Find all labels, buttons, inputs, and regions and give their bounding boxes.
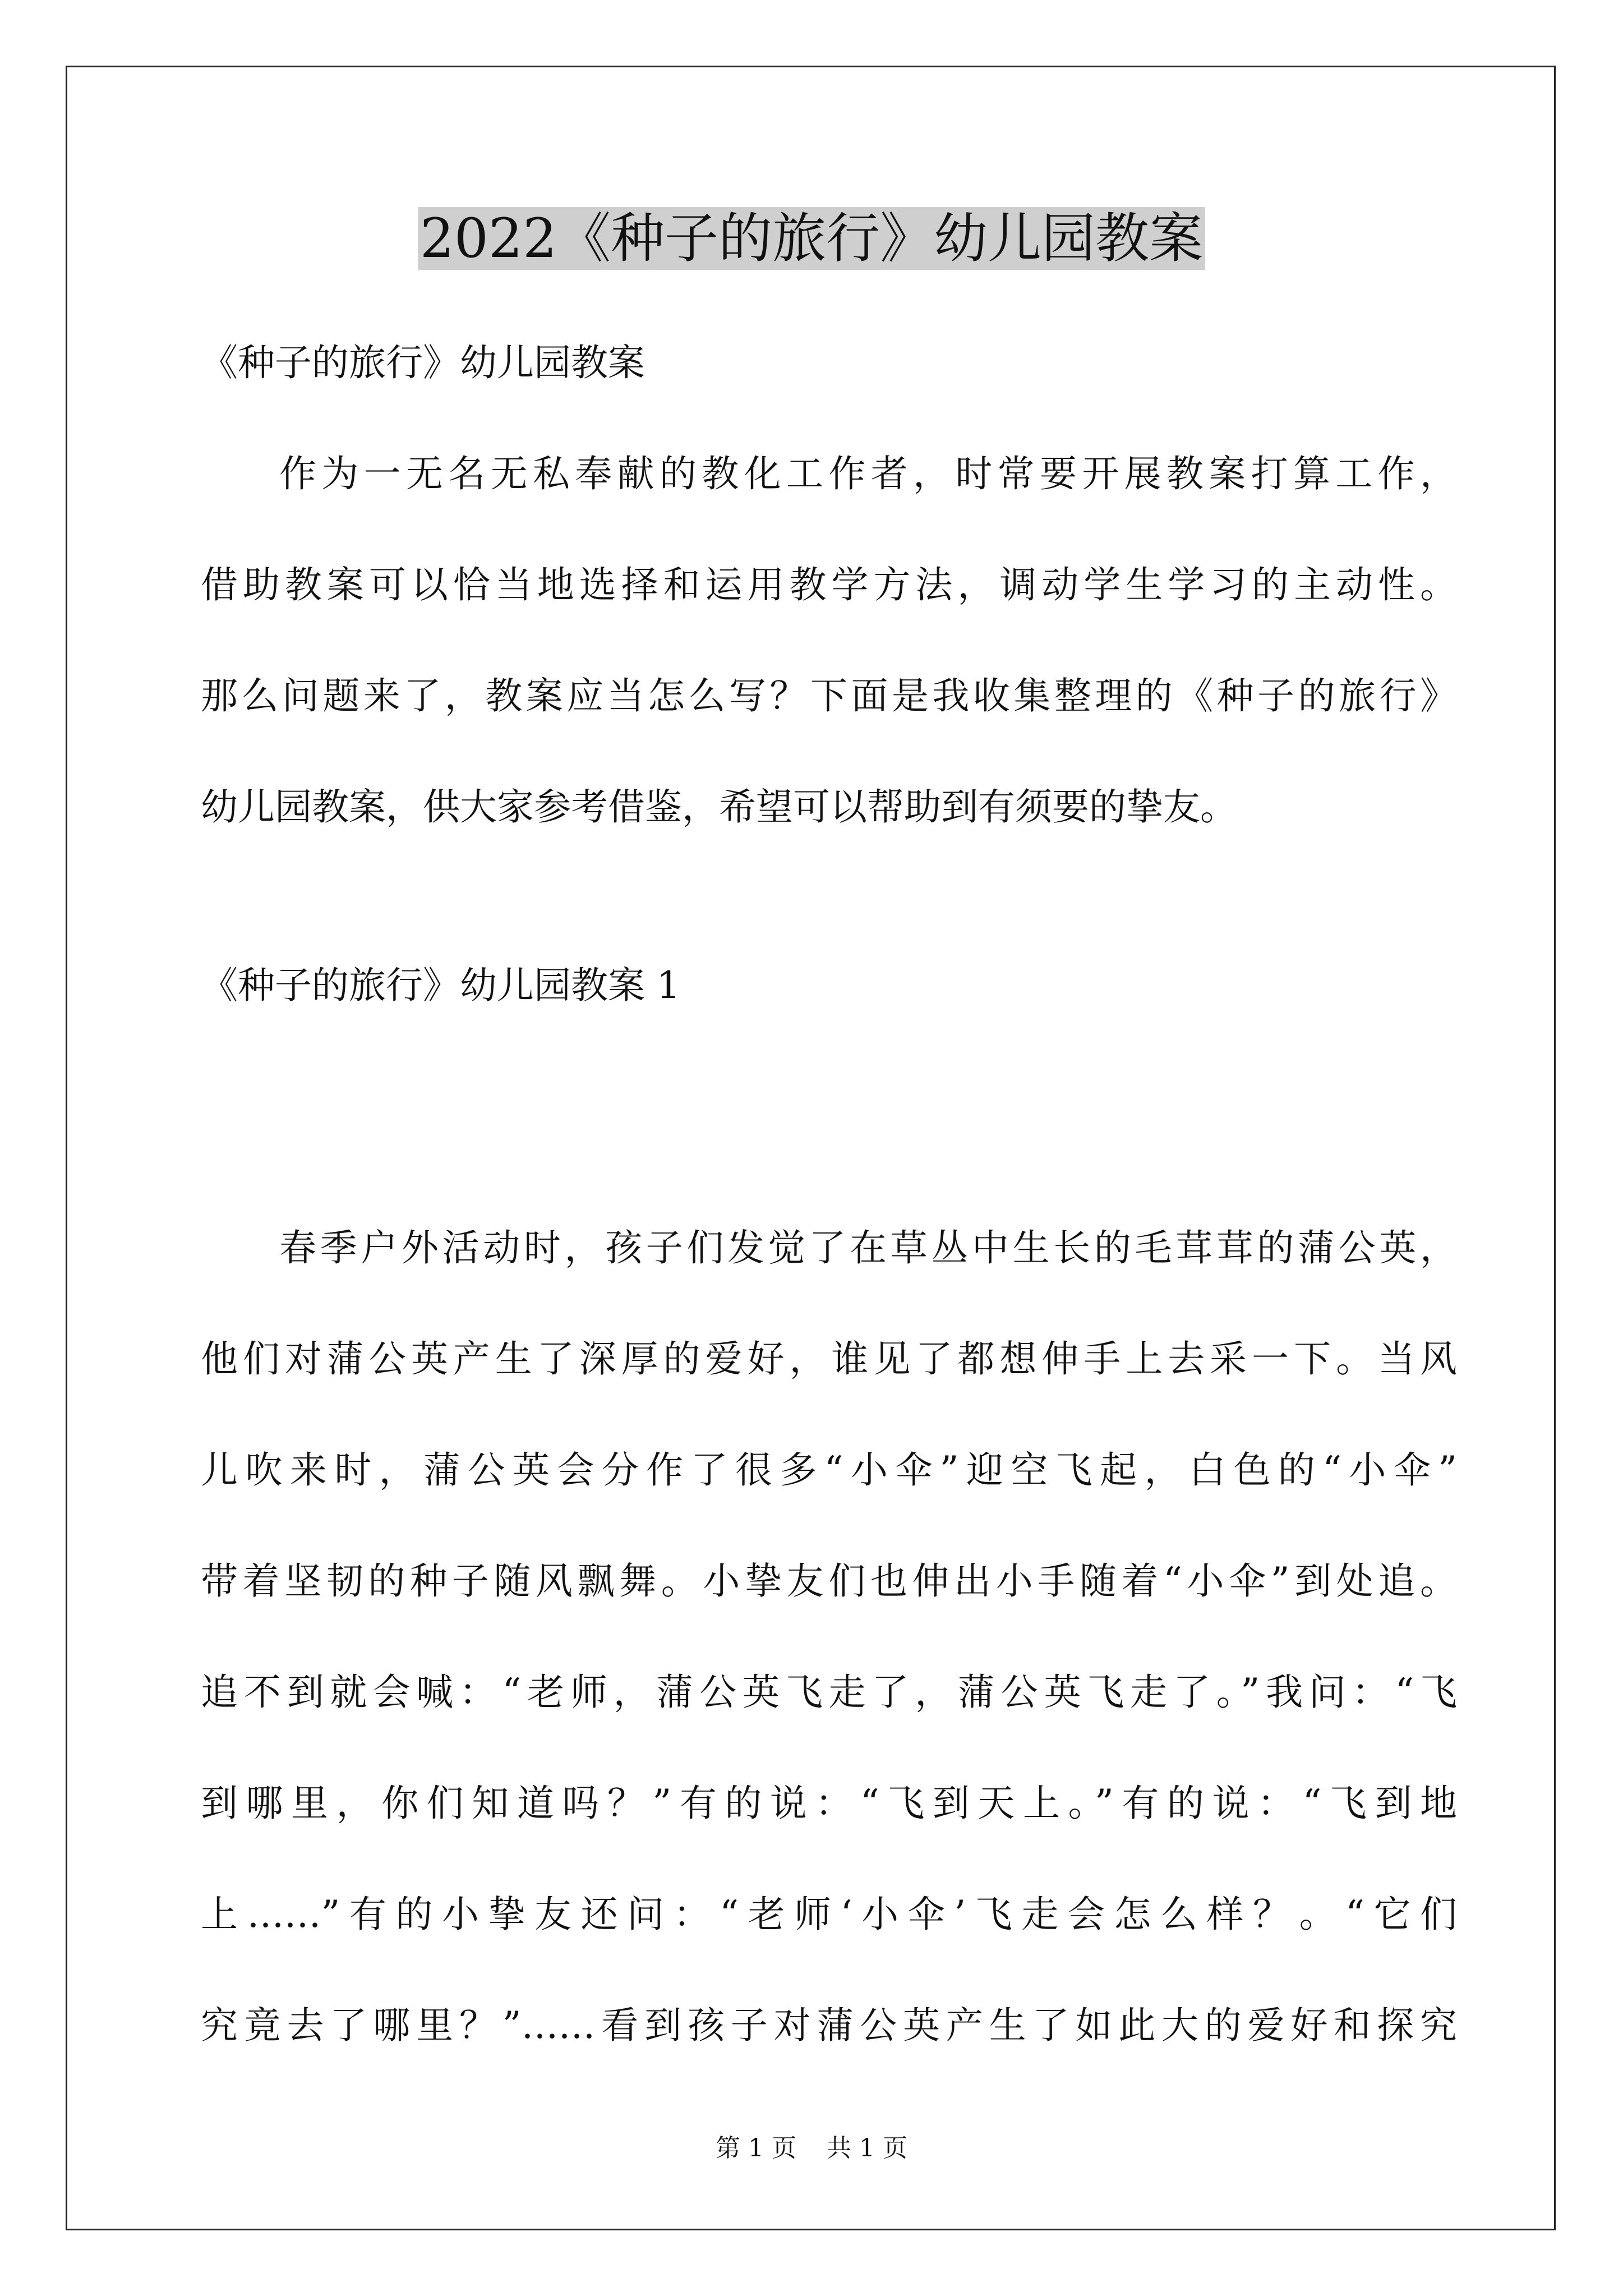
page-number-current: 第 1 页 [716, 2134, 796, 2162]
body-line: 追不到就会喊：“老师，蒲公英飞走了，蒲公英飞走了。”我问：“飞 [201, 1671, 1457, 1714]
subtitle: 《种子的旅行》幼儿园教案 [201, 341, 645, 384]
page-footer [0, 2132, 1623, 2165]
intro-line: 那么问题来了，教案应当怎么写？下面是我收集整理的《种子的旅行》 [201, 674, 1457, 717]
intro-line: 作为一无名无私奉献的教化工作者，时常要开展教案打算工作， [279, 452, 1457, 495]
body-line: 他们对蒲公英产生了深厚的爱好，谁见了都想伸手上去采一下。当风 [201, 1337, 1457, 1381]
section-heading: 《种子的旅行》幼儿园教案 1 [201, 964, 680, 1007]
body-line: 到哪里，你们知道吗？”有的说：“飞到天上。”有的说：“飞到地 [201, 1782, 1457, 1825]
intro-paragraph [201, 418, 1457, 863]
document-title [0, 199, 1623, 278]
page-number-total: 共 1 页 [827, 2134, 907, 2162]
document-title-text: 2022《种子的旅行》幼儿园教案 [418, 207, 1205, 270]
intro-line: 幼儿园教案，供大家参考借鉴，希望可以帮助到有须要的挚友。 [201, 785, 1237, 829]
spacer [201, 863, 1457, 930]
body-line: 儿吹来时，蒲公英会分作了很多“小伞”迎空飞起，白色的“小伞” [201, 1448, 1457, 1492]
body-line: 春季户外活动时，孩子们发觉了在草丛中生长的毛茸茸的蒲公英， [279, 1226, 1457, 1269]
intro-line: 借助教案可以恰当地选择和运用教学方法，调动学生学习的主动性。 [201, 563, 1457, 606]
body-paragraph [201, 1193, 1457, 2081]
spacer [201, 1041, 1457, 1193]
body-line: 带着坚韧的种子随风飘舞。小挚友们也伸出小手随着“小伞”到处追。 [201, 1559, 1457, 1603]
body-line: 上……”有的小挚友还问：“老师‘小伞’飞走会怎么样？。“它们 [201, 1893, 1457, 1936]
document-body [201, 307, 1457, 2081]
body-line: 究竟去了哪里？”……看到孩子对蒲公英产生了如此大的爱好和探究 [201, 2004, 1457, 2047]
